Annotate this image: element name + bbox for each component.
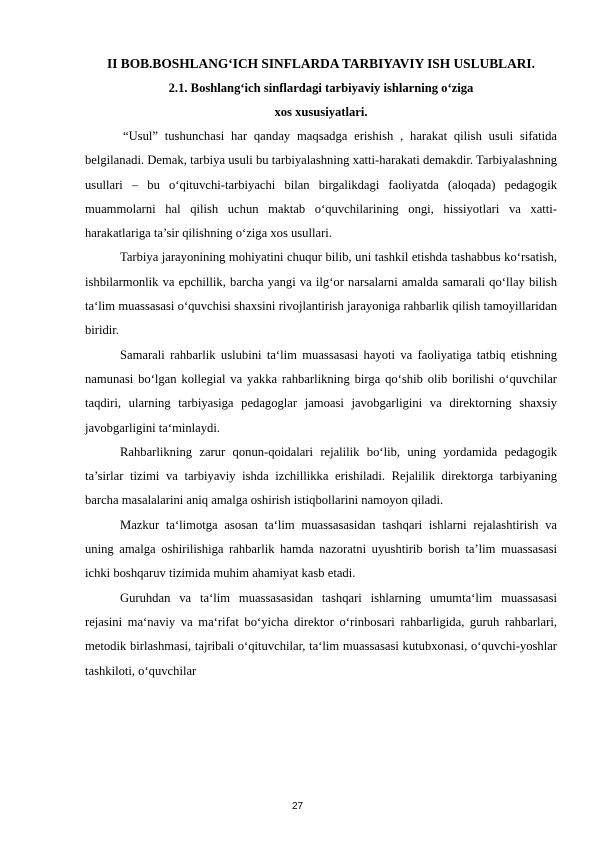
paragraph-5: Mazkur ta‘limotga asosan ta‘lim muassasasidan tashqari ishlarni rejalashtirish va uning amalga oshirilishiga rahbarlik hamda nazoratni uyushtirib borish ta’lim muassasasi ichki boshqaruv tizimida muhim ahamiyat kasb etadi. (85, 517, 557, 581)
document-page (85, 52, 557, 683)
section-title-line1: 2.1. Boshlang‘ich sinflardagi tarbiyaviy ishlarning o‘ziga (168, 81, 474, 95)
section-title-line2: xos xususiyatlari. (274, 105, 368, 119)
paragraph-2: Tarbiya jarayonining mohiyatini chuqur bilib, uni tashkil etishda tashabbus ko‘rsatish, ishbilarmonlik va epchillik, barcha yangi va ilg‘or narsalarni amalda samarali qo‘llay bilish ta‘lim muassasasi o‘quvchisi shaxsini rivojlantirish jarayoniga rahbarlik qilish tamoyillaridan biridir. (85, 250, 557, 338)
paragraph-3: Samarali rahbarlik uslubini ta‘lim muassasasi hayoti va faoliyatiga tatbiq etishning namunasi bo‘lgan kollegial va yakka rahbarlikning birga qo‘shib olib borilishi o‘quvchilar taqdiri, ularning tarbiyasiga pedagoglar jamoasi javobgarligini va direktorning shaxsiy javobgarligini ta‘minlaydi. (85, 347, 557, 435)
paragraph-1: “Usul” tushunchasi har qanday maqsadga erishish , harakat qilish usuli sifatida belgilanadi. Demak, tarbiya usuli bu tarbiyalashning xatti-harakati demakdir. Tarbiyalashning usullari – bu o‘qituvchi-tarbiyachi bilan birgalikdagi faoliyatda (aloqada) pedagogik muammolarni hal qilish uchun maktab o‘quvchilarining ongi, hissiyotlari va xatti-harakatlariga ta’sir qilishning o‘ziga xos usullari. (85, 129, 557, 241)
paragraph-4: Rahbarlikning zarur qonun-qoidalari rejalilik bo‘lib, uning yordamida pedagogik ta’sirlar tizimi va tarbiyaviy ishda izchillikka erishiladi. Rejalilik direktorga tarbiyaning barcha masalalarini aniq amalga oshirish istiqbollarini namoyon qiladi. (85, 444, 557, 508)
page-number: 27 (291, 801, 304, 812)
paragraph-6: Guruhdan va ta‘lim muassasasidan tashqari ishlarning umumta‘lim muassasasi rejasini ma‘naviy va ma‘rifat bo‘yicha direktor o‘rinbosari rahbarligida, guruh rahbarlari, metodik birlashmasi, tajribali o‘qituvchilar, ta‘lim muassasasi kutubxonasi, o‘quvchi-yoshlar tashkiloti, o‘quvchilar (85, 590, 557, 678)
chapter-title: II BOB.BOSHLANG‘ICH SINFLARDA TARBIYAVIY ISH USLUBLARI. (107, 56, 535, 71)
